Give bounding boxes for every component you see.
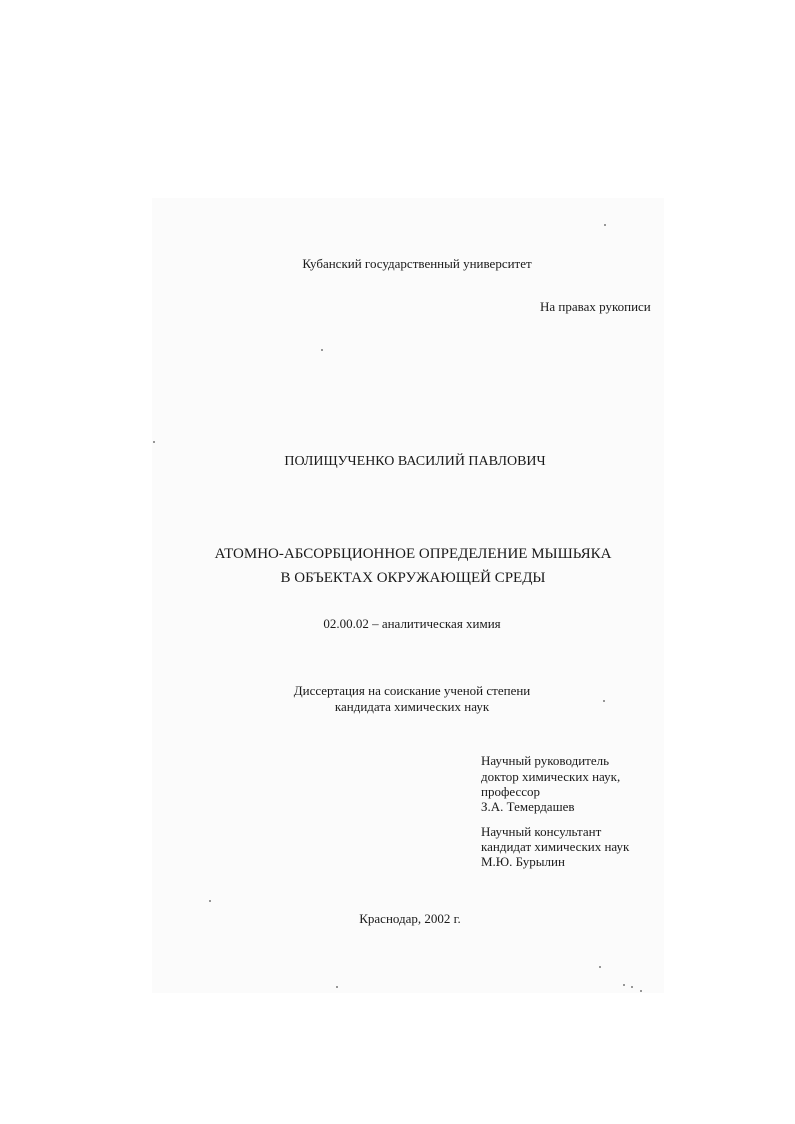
scan-speck [209, 900, 211, 902]
scanned-sheet [152, 198, 664, 993]
specialty-code: 02.00.02 – аналитическая химия [323, 616, 501, 631]
scan-speck [604, 224, 606, 226]
degree-line-1: Диссертация на соискание ученой степени [293, 683, 531, 698]
city-year: Краснодар, 2002 г. [359, 911, 461, 926]
consultant-name: М.Ю. Бурылин [481, 854, 565, 869]
supervisor-role: Научный руководитель [481, 753, 610, 768]
dissertation-title-line-1: АТОМНО-АБСОРБЦИОННОЕ ОПРЕДЕЛЕНИЕ МЫШЬЯКА [214, 546, 612, 562]
degree-line-2: кандидата химических наук [334, 699, 490, 714]
scan-speck [321, 349, 323, 351]
scan-speck [640, 990, 642, 992]
consultant-degree: кандидат химических наук [481, 839, 630, 854]
scan-speck [153, 441, 155, 443]
supervisor-degree: доктор химических наук, [481, 769, 621, 784]
supervisor-name: З.А. Темердашев [481, 799, 575, 814]
scan-speck [623, 984, 625, 986]
manuscript-note: На правах рукописи [540, 299, 651, 314]
author-name: ПОЛИЩУЧЕНКО ВАСИЛИЙ ПАВЛОВИЧ [284, 454, 546, 469]
university-name: Кубанский государственный университет [302, 256, 532, 271]
supervisor-title: профессор [481, 784, 541, 799]
dissertation-title-line-2: В ОБЪЕКТАХ ОКРУЖАЮЩЕЙ СРЕДЫ [280, 570, 546, 586]
scan-speck [336, 986, 338, 988]
scan-speck [603, 700, 605, 702]
consultant-role: Научный консультант [481, 824, 602, 839]
scan-speck [599, 966, 601, 968]
scan-speck [631, 986, 633, 988]
